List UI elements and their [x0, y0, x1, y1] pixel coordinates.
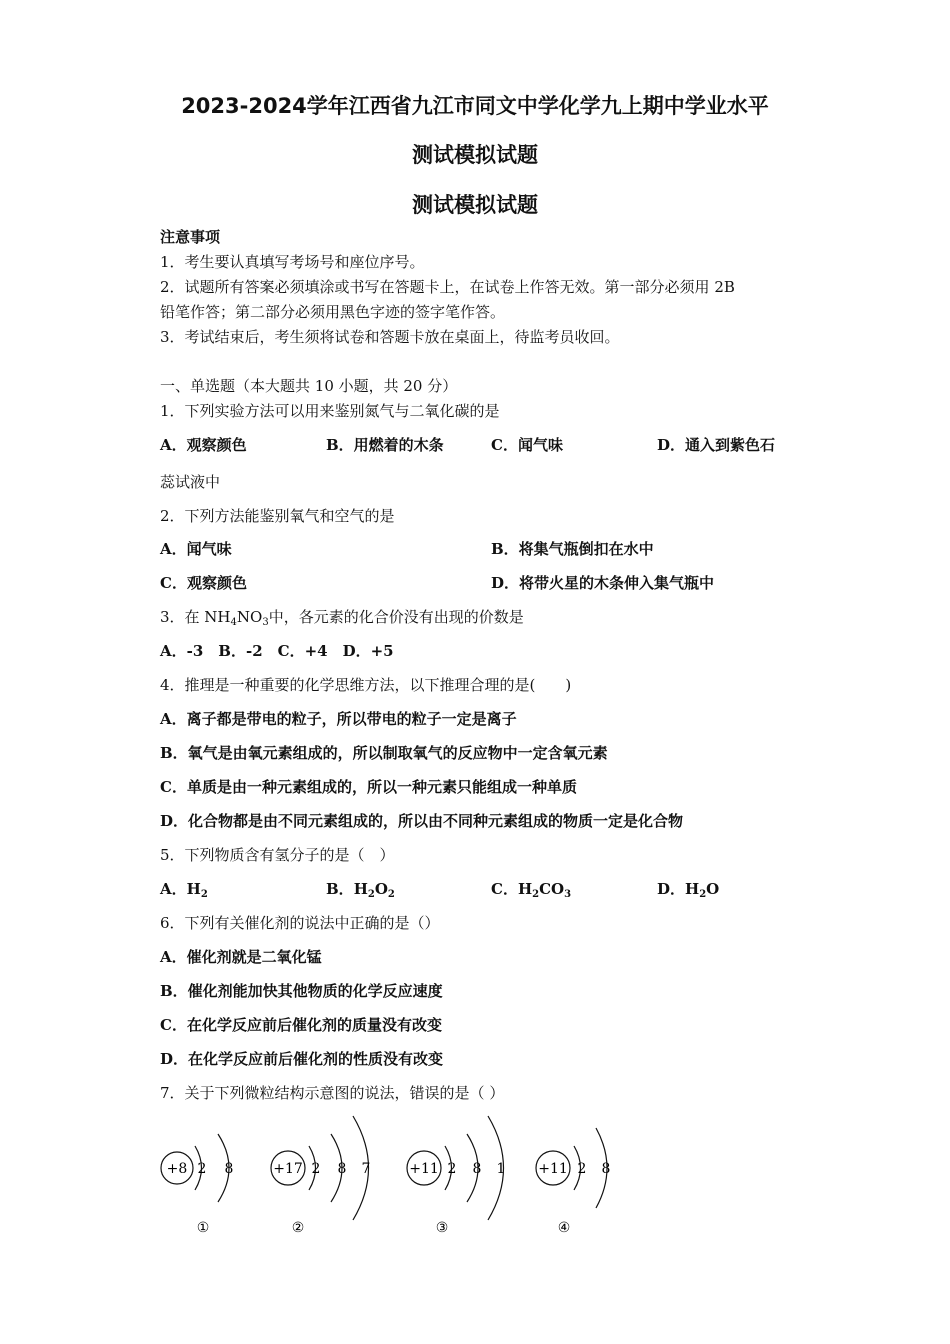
q3-stem-pre: 3．在 NH: [160, 608, 231, 626]
q5-option-a-sub: 2: [200, 889, 208, 900]
q5-option-c-f1: H: [517, 880, 533, 898]
q7-stem: 7．关于下列微粒结构示意图的说法，错误的是（ ）: [160, 1084, 505, 1102]
diagram-1-shell-2: 8: [224, 1161, 234, 1177]
diagram-3-label: ③: [435, 1220, 449, 1236]
q3-stem: [160, 607, 524, 627]
section-heading: 一、单选题（本大题共 10 小题，共 20 分）: [160, 377, 458, 395]
notice-item-3: 3．考试结束后，考生须将试卷和答题卡放在桌面上，待监考员收回。: [160, 328, 620, 346]
q5-option-b-s2: 2: [387, 889, 395, 900]
diagram-2-label: ②: [291, 1220, 305, 1236]
diagram-2: [271, 1116, 370, 1236]
q2-option-a: A．闻气味: [160, 540, 232, 558]
diagram-4: [536, 1128, 610, 1236]
q3-stem-post: 中，各元素的化合价没有出现的价数是: [268, 608, 524, 626]
notice-item-1: 1．考生要认真填写考场号和座位序号。: [160, 253, 425, 271]
diagram-2-shell-3: 7: [361, 1161, 371, 1177]
diagram-3: [407, 1116, 505, 1236]
q5-option-d-f1: H: [685, 880, 700, 898]
q2-option-c: C．观察颜色: [160, 574, 247, 592]
q6-option-b: B．催化剂能加快其他物质的化学反应速度: [160, 982, 443, 1000]
diagram-3-nucleus: +11: [409, 1161, 439, 1177]
notice-heading: 注意事项: [160, 228, 221, 246]
exam-title-line3: 测试模拟试题: [412, 193, 538, 217]
exam-title-line2: 测试模拟试题: [412, 143, 538, 167]
diagram-4-nucleus: +11: [538, 1161, 568, 1177]
q5-option-d: [657, 879, 719, 899]
diagram-1-nucleus: +8: [166, 1161, 188, 1177]
q6-option-d: D．在化学反应前后催化剂的性质没有改变: [160, 1050, 444, 1068]
q1-option-b: B．用燃着的木条: [326, 436, 444, 454]
q5-option-b: [326, 879, 395, 899]
q5-option-a: [160, 879, 208, 899]
q3-stem-sub2: 3: [262, 617, 269, 628]
q5-option-b-s1: 2: [367, 889, 375, 900]
q3-stem-sub1: 4: [230, 617, 237, 628]
diagram-4-shell-2: 8: [601, 1161, 611, 1177]
q4-option-a: A．离子都是带电的粒子，所以带电的粒子一定是离子: [160, 710, 517, 728]
q2-option-d: D．将带火星的木条伸入集气瓶中: [491, 574, 715, 592]
q5-option-c: [491, 879, 571, 899]
q4-option-b: B．氧气是由氧元素组成的，所以制取氧气的反应物中一定含氧元素: [160, 744, 608, 762]
q5-option-a-label: A．: [160, 880, 187, 898]
q3-options: A．-3 B．-2 C．+4 D．+5: [160, 642, 394, 660]
q5-option-d-f2: O: [706, 880, 720, 898]
q5-option-b-label: B．: [326, 880, 354, 898]
q1-option-d: D．通入到紫色石: [657, 436, 776, 454]
diagram-2-shell-2: 8: [337, 1161, 347, 1177]
diagram-4-shell-1: 2: [577, 1161, 587, 1177]
q5-option-c-s2: 3: [564, 889, 572, 900]
q4-stem: 4．推理是一种重要的化学思维方法，以下推理合理的是( ): [160, 676, 572, 694]
notice-item-2-cont: 铅笔作答；第二部分必须用黑色字迹的签字笔作答。: [160, 303, 506, 321]
atomic-structure-diagrams: [150, 1108, 630, 1248]
diagram-1: [161, 1134, 233, 1236]
exam-title-line1: 2023-2024学年江西省九江市同文中学化学九上期中学业水平: [181, 94, 769, 118]
q1-option-d-cont: 蕊试液中: [160, 473, 221, 491]
q5-option-c-s1: 2: [532, 889, 540, 900]
diagram-3-shell-2: 8: [472, 1161, 482, 1177]
q2-option-b: B．将集气瓶倒扣在水中: [491, 540, 654, 558]
q6-option-a: A．催化剂就是二氧化锰: [160, 948, 322, 966]
q5-option-c-label: C．: [491, 880, 518, 898]
q5-stem: 5．下列物质含有氢分子的是（ ）: [160, 846, 395, 864]
q5-option-a-formula: H: [186, 880, 201, 898]
q2-stem: 2．下列方法能鉴别氧气和空气的是: [160, 507, 395, 525]
q3-stem-mid: NO: [236, 608, 263, 626]
diagram-2-shell-1: 2: [311, 1161, 321, 1177]
q1-option-a: A．观察颜色: [160, 436, 247, 454]
diagram-3-shell-3: 1: [496, 1161, 506, 1177]
q1-option-c: C．闻气味: [491, 436, 563, 454]
q5-option-b-f2: O: [374, 880, 388, 898]
diagram-3-shell-1: 2: [447, 1161, 457, 1177]
q4-option-d: D．化合物都是由不同元素组成的，所以由不同种元素组成的物质一定是化合物: [160, 812, 684, 830]
q5-option-c-f2: CO: [539, 880, 565, 898]
diagram-1-label: ①: [196, 1220, 210, 1236]
q5-option-b-f1: H: [353, 880, 368, 898]
q4-option-c: C．单质是由一种元素组成的，所以一种元素只能组成一种单质: [160, 778, 577, 796]
q6-stem: 6．下列有关催化剂的说法中正确的是（）: [160, 914, 440, 932]
q5-option-d-s1: 2: [699, 889, 707, 900]
diagram-4-label: ④: [557, 1220, 571, 1236]
notice-item-2: 2．试题所有答案必须填涂或书写在答题卡上，在试卷上作答无效。第一部分必须用 2B: [160, 278, 735, 296]
q5-option-d-label: D．: [657, 880, 686, 898]
diagram-2-nucleus: +17: [273, 1161, 303, 1177]
q1-stem: 1．下列实验方法可以用来鉴别氮气与二氧化碳的是: [160, 402, 500, 420]
q6-option-c: C．在化学反应前后催化剂的质量没有改变: [160, 1016, 442, 1034]
diagram-1-shell-1: 2: [197, 1161, 207, 1177]
